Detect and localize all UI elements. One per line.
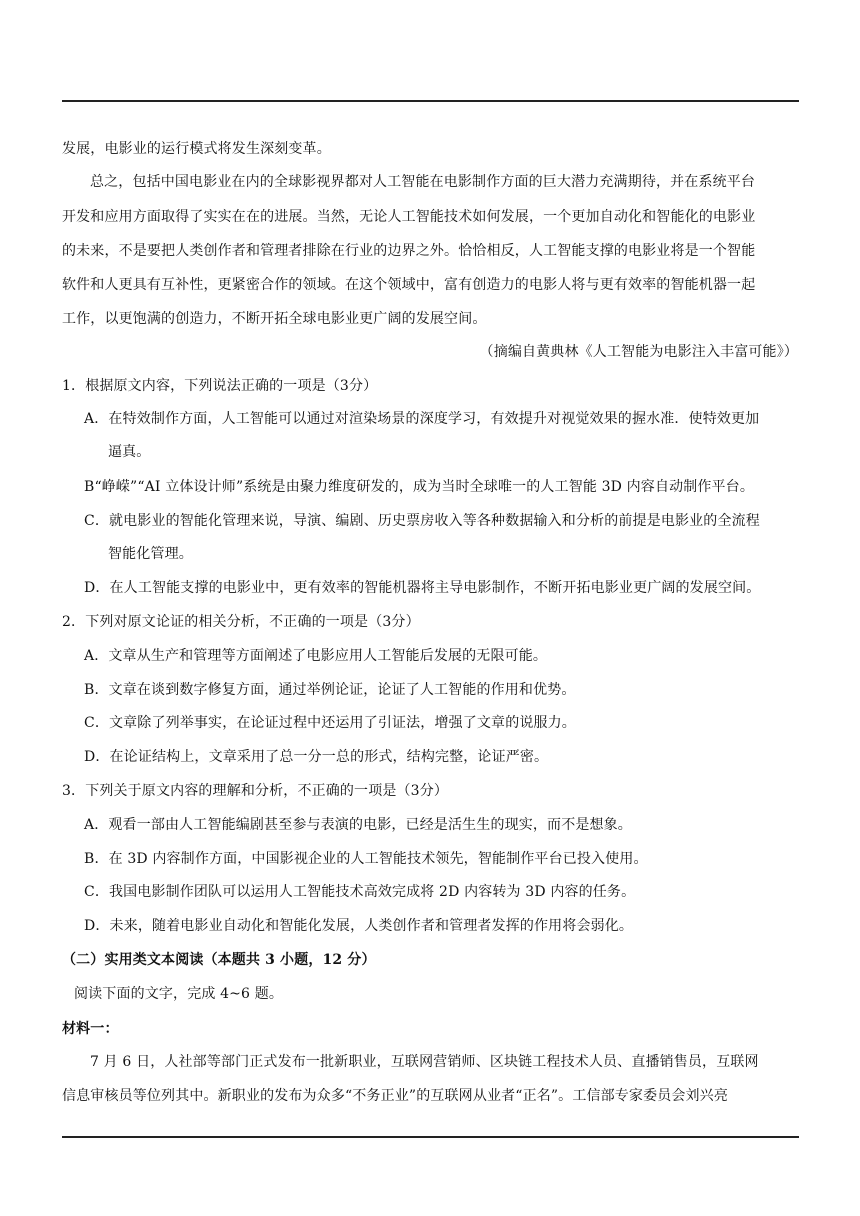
passage-line: 的未来，不是要把人类创作者和管理者排除在行业的边界之外。恰恰相反，人工智能支撑的电影业将是一个智能 bbox=[62, 243, 756, 259]
header-rule bbox=[62, 100, 799, 102]
question-option: B．文章在谈到数字修复方面，通过举例论证，论证了人工智能的作用和优势。 bbox=[84, 682, 576, 698]
footer-rule bbox=[62, 1136, 799, 1138]
question-option: D．在论证结构上，文章采用了总一分一总的形式，结构完整，论证严密。 bbox=[84, 749, 549, 765]
question-option-continuation: 智能化管理。 bbox=[108, 546, 193, 562]
question-stem: 1．根据原文内容，下列说法正确的一项是（3分） bbox=[62, 378, 378, 394]
passage-line: 发展，电影业的运行模式将发生深刻变革。 bbox=[62, 141, 331, 157]
question-option: D．未来，随着电影业自动化和智能化发展，人类创作者和管理者发挥的作用将会弱化。 bbox=[84, 918, 634, 934]
passage-line: 软件和人更具有互补性，更紧密合作的领域。在这个领域中，富有创造力的电影人将与更有效率的智能机器一起 bbox=[62, 277, 756, 293]
question-option: B．在 3D 内容制作方面，中国影视企业的人工智能技术领先，智能制作平台已投入使用。 bbox=[84, 851, 648, 867]
question-option: A．文章从生产和管理等方面阐述了电影应用人工智能后发展的无限可能。 bbox=[84, 648, 548, 664]
section-heading: （二）实用类文本阅读（本题共 3 小题，12 分） bbox=[62, 952, 376, 968]
question-option: D．在人工智能支撑的电影业中，更有效率的智能机器将主导电影制作，不断开拓电影业更广阔的发展空间。 bbox=[84, 580, 761, 596]
material-line: 7 月 6 日，人社部等部门正式发布一批新职业，互联网营销师、区块链工程技术人员、直播销售员，互联网 bbox=[90, 1054, 759, 1070]
question-option: C．我国电影制作团队可以运用人工智能技术高效完成将 2D 内容转为 3D 内容的任务。 bbox=[84, 884, 636, 900]
question-option-continuation: 逼真。 bbox=[108, 444, 151, 460]
question-option: A．观看一部由人工智能编剧甚至参与表演的电影，已经是活生生的现实，而不是想象。 bbox=[84, 817, 632, 833]
passage-line: 总之，包括中国电影业在内的全球影视界都对人工智能在电影制作方面的巨大潜力充满期待，并在系统平台 bbox=[90, 174, 756, 190]
question-stem: 3．下列关于原文内容的理解和分析，不正确的一项是（3分） bbox=[62, 783, 449, 799]
question-option: B“峥嵘”“AI 立体设计师”系统是由聚力维度研发的，成为当时全球唯一的人工智能 3D 内容自动制作平台。 bbox=[84, 479, 754, 495]
question-stem: 2．下列对原文论证的相关分析，不正确的一项是（3分） bbox=[62, 614, 420, 630]
material-label: 材料一： bbox=[62, 1021, 119, 1037]
question-option: A．在特效制作方面，人工智能可以通过对渲染场景的深度学习，有效提升对视觉效果的握水准．使特效更加 bbox=[84, 411, 760, 427]
material-line: 信息审核员等位列其中。新职业的发布为众多“不务正业”的互联网从业者“正名”。工信部专家委员会刘兴亮 bbox=[62, 1088, 728, 1104]
source-citation: （摘编自黄典林《人工智能为电影注入丰富可能》） bbox=[479, 344, 798, 360]
passage-line: 工作，以更饱满的创造力，不断开拓全球电影业更广阔的发展空间。 bbox=[62, 311, 487, 327]
question-option: C．文章除了列举事实，在论证过程中还运用了引证法，增强了文章的说服力。 bbox=[84, 715, 576, 731]
section-instruction: 阅读下面的文字，完成 4~6 题。 bbox=[74, 986, 283, 1002]
passage-line: 开发和应用方面取得了实实在在的进展。当然，无论人工智能技术如何发展，一个更加自动化和智能化的电影业 bbox=[62, 209, 756, 225]
question-option: C．就电影业的智能化管理来说，导演、编剧、历史票房收入等各种数据输入和分析的前提是电影业的全流程 bbox=[84, 513, 760, 529]
